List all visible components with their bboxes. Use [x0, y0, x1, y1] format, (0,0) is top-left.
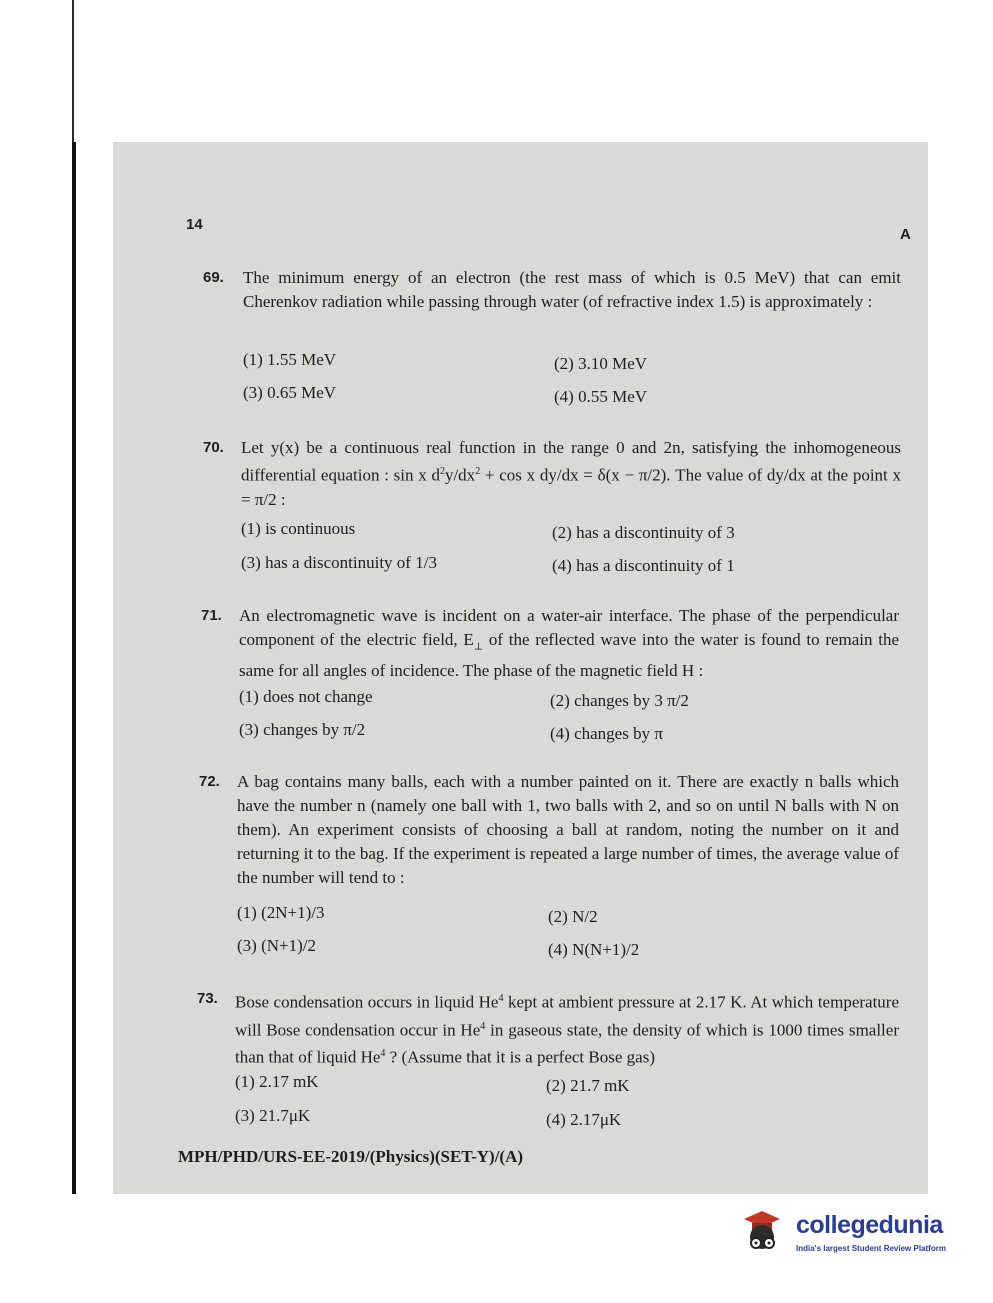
option-4: (4) changes by π: [550, 724, 663, 743]
option-1: (1) does not change: [239, 687, 373, 706]
graduate-mascot-icon: [738, 1203, 794, 1259]
question-72: [199, 770, 903, 965]
question-number: 71.: [201, 607, 222, 624]
option-4: (4) N(N+1)/2: [548, 940, 640, 959]
brand-name: collegedunia: [796, 1211, 943, 1239]
question-number: 72.: [199, 773, 220, 790]
question-stem: A bag contains many balls, each with a number painted on it. There are exactly n balls which have the number n (namely one ball with 1, two balls with 2, and so on until N balls with N on them). An experiment consists of choosing a ball at random, noting the number on it and returning it to the bag. If the experiment is repeated a large number of times, the average value of the number will tend to :: [237, 772, 899, 887]
question-stem: Bose condensation occurs in liquid He$^4$ kept at ambient pressure at 2.17 K. At which temperature will Bose condensation occur in He$^4$ in gaseous state, the density of which is 1000 times smaller than that of liquid He$^4$ ? (Assume that it is a perfect Bose gas): [235, 992, 899, 1067]
question-number: 73.: [197, 990, 218, 1007]
page-number: 14: [186, 216, 203, 233]
question-stem: An electromagnetic wave is incident on a water-air interface. The phase of the perpendicular component of the electric field, $E_\perp$ of the reflected wave into the water is found to remain the same for all angles of incidence. The phase of the magnetic field H :: [239, 606, 899, 681]
option-3: (3) 21.7μK: [235, 1106, 311, 1125]
option-2: (2) 3.10 MeV: [554, 354, 648, 373]
option-3: (3) changes by π/2: [239, 720, 366, 739]
option-2: (2) changes by 3 π/2: [550, 691, 689, 710]
option-3: (3) (N+1)/2: [237, 936, 316, 955]
option-1: (1) 2.17 mK: [235, 1072, 319, 1091]
option-1: (1) 1.55 MeV: [243, 350, 337, 369]
option-3: (3) 0.65 MeV: [243, 383, 337, 402]
option-4: (4) 0.55 MeV: [554, 387, 648, 406]
option-2: (2) 21.7 mK: [546, 1076, 630, 1095]
scan-edge: [72, 0, 74, 142]
scan-edge: [72, 142, 76, 1194]
collegedunia-watermark[interactable]: [738, 1203, 963, 1263]
question-70: [203, 436, 903, 581]
question-71: [201, 604, 903, 749]
set-letter: A: [900, 226, 911, 243]
question-number: 69.: [203, 269, 224, 286]
option-3: (3) has a discontinuity of 1/3: [241, 553, 437, 572]
option-2: (2) has a discontinuity of 3: [552, 523, 735, 542]
question-number: 70.: [203, 439, 224, 456]
option-4: (4) 2.17μK: [546, 1110, 622, 1129]
paper-code-footer: MPH/PHD/URS-EE-2019/(Physics)(SET-Y)/(A): [178, 1147, 524, 1166]
option-2: (2) N/2: [548, 907, 598, 926]
option-4: (4) has a discontinuity of 1: [552, 556, 735, 575]
option-1: (1) is continuous: [241, 519, 356, 538]
option-1: (1) (2N+1)/3: [237, 903, 325, 922]
question-69: [203, 266, 903, 416]
question-stem: The minimum energy of an electron (the rest mass of which is 0.5 MeV) that can emit Cherenkov radiation while passing through water (of refractive index 1.5) is approximately :: [243, 268, 901, 311]
question-73: [197, 987, 903, 1132]
brand-tagline: India's largest Student Review Platform: [796, 1244, 946, 1253]
question-stem: Let y(x) be a continuous real function in the range 0 and 2n, satisfying the inhomogeneous differential equation : sin x $d^2y/dx^2 + \cos x$ dy/dx = δ(x − π/2). The value of dy/dx at the point x = π/2 :: [241, 438, 901, 509]
